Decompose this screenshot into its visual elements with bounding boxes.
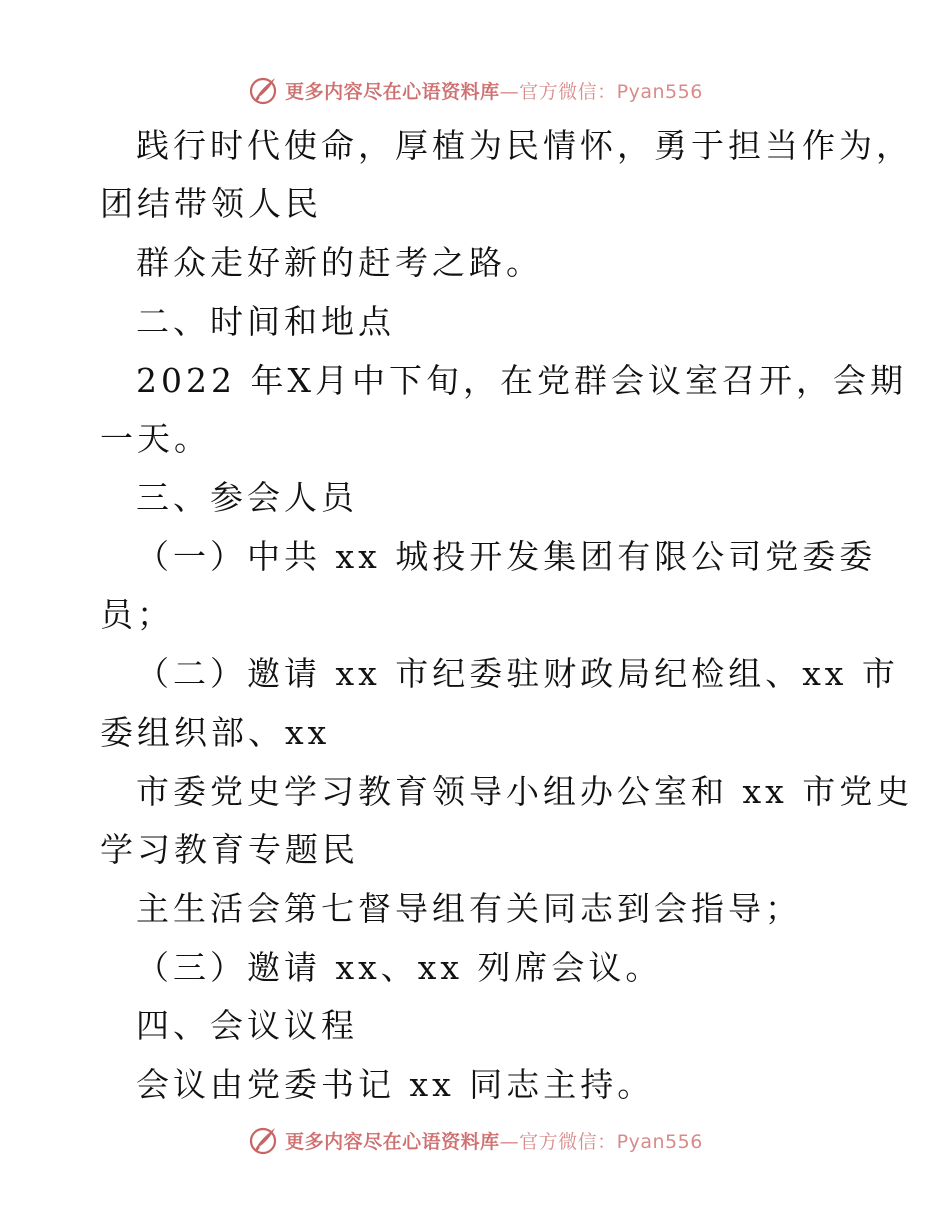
- watermark-main-text: 更多内容尽在心语资料库: [285, 1130, 500, 1153]
- paragraph-line: 2022 年X月中下旬，在党群会议室召开，会期: [136, 361, 907, 400]
- paragraph-line: 团结带领人民: [100, 184, 322, 223]
- watermark-text: [285, 77, 703, 104]
- paragraph-line: 践行时代使命，厚植为民情怀，勇于担当作为，: [136, 126, 913, 165]
- watermark-separator: —: [499, 80, 520, 103]
- watermark-contact-text: 官方微信：Pyan556: [519, 1130, 703, 1153]
- quill-logo-icon: [247, 1124, 279, 1156]
- watermark-main-text: 更多内容尽在心语资料库: [285, 80, 500, 103]
- paragraph-line: 一天。: [100, 419, 211, 458]
- paragraph-line: 委组织部、xx: [100, 713, 331, 752]
- footer-watermark-banner: [0, 1120, 950, 1160]
- section-heading: 二、时间和地点: [136, 302, 395, 341]
- quill-logo-icon: [247, 74, 279, 106]
- watermark-separator: —: [499, 1130, 520, 1153]
- paragraph-line: 学习教育专题民: [100, 830, 359, 869]
- watermark-text: [285, 1127, 703, 1154]
- section-heading: 三、参会人员: [136, 478, 358, 517]
- paragraph-line: 会议由党委书记 xx 同志主持。: [136, 1065, 655, 1104]
- paragraph-line: （二）邀请 xx 市纪委驻财政局纪检组、xx 市: [136, 654, 899, 693]
- header-watermark-banner: [0, 70, 950, 110]
- section-heading: 四、会议议程: [136, 1006, 358, 1045]
- paragraph-line: 群众走好新的赶考之路。: [136, 243, 543, 282]
- paragraph-line: 主生活会第七督导组有关同志到会指导；: [136, 889, 802, 928]
- paragraph-line: 员；: [100, 595, 174, 634]
- paragraph-line: （三）邀请 xx、xx 列席会议。: [136, 948, 663, 987]
- paragraph-line: 市委党史学习教育领导小组办公室和 xx 市党史: [136, 772, 914, 811]
- paragraph-line: （一）中共 xx 城投开发集团有限公司党委委: [136, 537, 877, 576]
- watermark-contact-text: 官方微信：Pyan556: [519, 80, 703, 103]
